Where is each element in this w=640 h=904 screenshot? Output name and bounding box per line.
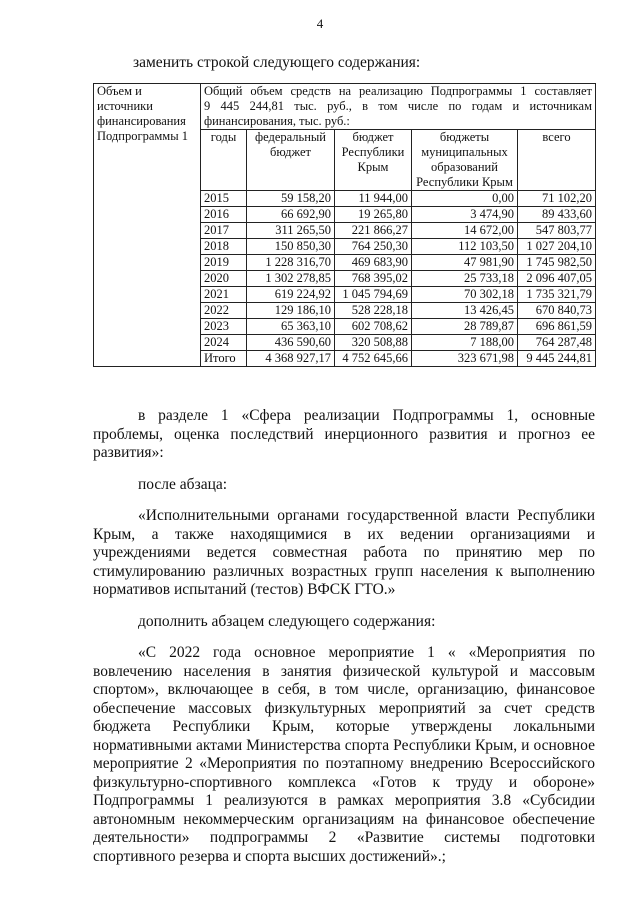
col-header-line: Республики Крым xyxy=(416,175,513,189)
col-header-line: образований xyxy=(431,160,498,174)
cell-republic: 764 250,30 xyxy=(335,239,412,255)
cell-year: 2015 xyxy=(201,191,247,207)
cell-republic: 11 944,00 xyxy=(335,191,412,207)
cell-republic: 221 866,27 xyxy=(335,223,412,239)
cell-republic: 528 228,18 xyxy=(335,303,412,319)
cell-federal: 311 265,50 xyxy=(247,223,335,239)
col-header-line: Крым xyxy=(357,160,389,174)
cell-total: 764 287,48 xyxy=(518,335,596,351)
cell-municipal: 3 474,90 xyxy=(412,207,518,223)
col-header-line: Республики xyxy=(341,145,405,159)
col-header-municipal xyxy=(412,130,518,191)
col-header-line: бюджет xyxy=(270,145,311,159)
cell-year: Итого xyxy=(201,351,247,367)
cell-federal: 1 302 278,85 xyxy=(247,271,335,287)
cell-year: 2024 xyxy=(201,335,247,351)
description-row xyxy=(94,84,596,130)
cell-year: 2018 xyxy=(201,239,247,255)
cell-federal: 4 368 927,17 xyxy=(247,351,335,367)
intro-line: заменить строкой следующего содержания: xyxy=(133,54,421,71)
body-section xyxy=(93,407,595,866)
page-number: 4 xyxy=(316,16,324,31)
cell-republic: 602 708,62 xyxy=(335,319,412,335)
cell-republic: 469 683,90 xyxy=(335,255,412,271)
section-reference: в разделе 1 «Сфера реализации Подпрограммы 1, основные проблемы, оценка последствий инерционного развития и прогноз ее развития»: xyxy=(93,407,595,461)
cell-year: 2022 xyxy=(201,303,247,319)
left-header-line: источники xyxy=(97,99,153,113)
cell-federal: 619 224,92 xyxy=(247,287,335,303)
cell-municipal: 47 981,90 xyxy=(412,255,518,271)
cell-municipal: 13 426,45 xyxy=(412,303,518,319)
cell-municipal: 0,00 xyxy=(412,191,518,207)
col-header-line: всего xyxy=(542,130,571,144)
cell-total: 696 861,59 xyxy=(518,319,596,335)
quoted-paragraph: «Исполнительными органами государственной власти Республики Крым, а также находящимися в их ведении организациями и учреждениями ведется совместная работа по принятию мер по стимулированию различных возрастных групп населения к выполнению нормативов испытаний (тестов) ВФСК ГТО.» xyxy=(93,507,595,598)
cell-federal: 129 186,10 xyxy=(247,303,335,319)
cell-federal: 66 692,90 xyxy=(247,207,335,223)
left-header-cell xyxy=(94,84,201,367)
left-header-line: Объем и xyxy=(97,84,142,98)
cell-total: 1 745 982,50 xyxy=(518,255,596,271)
cell-federal: 59 158,20 xyxy=(247,191,335,207)
after-paragraph-label: после абзаца: xyxy=(138,475,228,493)
add-paragraph-label: дополнить абзацем следующего содержания: xyxy=(138,612,436,630)
col-header-line: бюджет xyxy=(352,130,394,144)
cell-total: 9 445 244,81 xyxy=(518,351,596,367)
cell-municipal: 7 188,00 xyxy=(412,335,518,351)
description-line: финансирования, тыс. руб.: xyxy=(204,114,350,128)
cell-total: 2 096 407,05 xyxy=(518,271,596,287)
cell-republic: 768 395,02 xyxy=(335,271,412,287)
cell-total: 1 027 204,10 xyxy=(518,239,596,255)
cell-year: 2020 xyxy=(201,271,247,287)
cell-municipal: 25 733,18 xyxy=(412,271,518,287)
cell-total: 670 840,73 xyxy=(518,303,596,319)
col-header-years xyxy=(201,130,247,191)
cell-total: 547 803,77 xyxy=(518,223,596,239)
cell-federal: 150 850,30 xyxy=(247,239,335,255)
description-cell xyxy=(201,84,596,130)
cell-republic: 4 752 645,66 xyxy=(335,351,412,367)
cell-federal: 1 228 316,70 xyxy=(247,255,335,271)
col-header-line: бюджеты xyxy=(439,130,490,144)
cell-total: 71 102,20 xyxy=(518,191,596,207)
left-header-line: Подпрограммы 1 xyxy=(97,129,188,143)
cell-federal: 436 590,60 xyxy=(247,335,335,351)
left-header-line: финансирования xyxy=(97,114,186,128)
description-line: 9 445 244,81 тыс. руб., в том числе по годам и источникам xyxy=(204,99,593,113)
col-header-federal xyxy=(247,130,335,191)
col-header-total xyxy=(518,130,596,191)
cell-year: 2021 xyxy=(201,287,247,303)
cell-republic: 19 265,80 xyxy=(335,207,412,223)
cell-federal: 65 363,10 xyxy=(247,319,335,335)
cell-total: 1 735 321,79 xyxy=(518,287,596,303)
col-header-line: годы xyxy=(210,130,237,144)
cell-municipal: 70 302,18 xyxy=(412,287,518,303)
col-header-line: федеральный xyxy=(254,130,326,144)
cell-municipal: 28 789,87 xyxy=(412,319,518,335)
cell-year: 2023 xyxy=(201,319,247,335)
cell-year: 2019 xyxy=(201,255,247,271)
financing-table xyxy=(93,83,596,367)
col-header-line: муниципальных xyxy=(421,145,508,159)
cell-year: 2016 xyxy=(201,207,247,223)
cell-municipal: 112 103,50 xyxy=(412,239,518,255)
new-paragraph: «С 2022 года основное мероприятие 1 « «Мероприятия по вовлечению населения в занятия физической культурой и массовым спортом», включающее в себя, в том числе, организацию, финансовое обеспечение массовых физкультурных мероприятий за счет средств бюджета Республики Крым, которые утверждены локальными нормативными актами Министерства спорта Республики Крым, и основное мероприятие 2 «Мероприятия по поэтапному внедрению Всероссийского физкультурно-спортивного комплекса «Готов к труду и обороне» Подпрограммы 1 реализуются в рамках мероприятия 3.8 «Субсидии автономным некоммерческим организациям на финансовое обеспечение деятельности» подпрограммы 2 «Развитие системы подготовки спортивного резерва и спорта высших достижений».; xyxy=(93,644,595,865)
cell-total: 89 433,60 xyxy=(518,207,596,223)
cell-republic: 320 508,88 xyxy=(335,335,412,351)
cell-municipal: 14 672,00 xyxy=(412,223,518,239)
description-line: Общий объем средств на реализацию Подпрограммы 1 составляет xyxy=(204,84,593,98)
col-header-republic xyxy=(335,130,412,191)
cell-year: 2017 xyxy=(201,223,247,239)
cell-municipal: 323 671,98 xyxy=(412,351,518,367)
cell-republic: 1 045 794,69 xyxy=(335,287,412,303)
